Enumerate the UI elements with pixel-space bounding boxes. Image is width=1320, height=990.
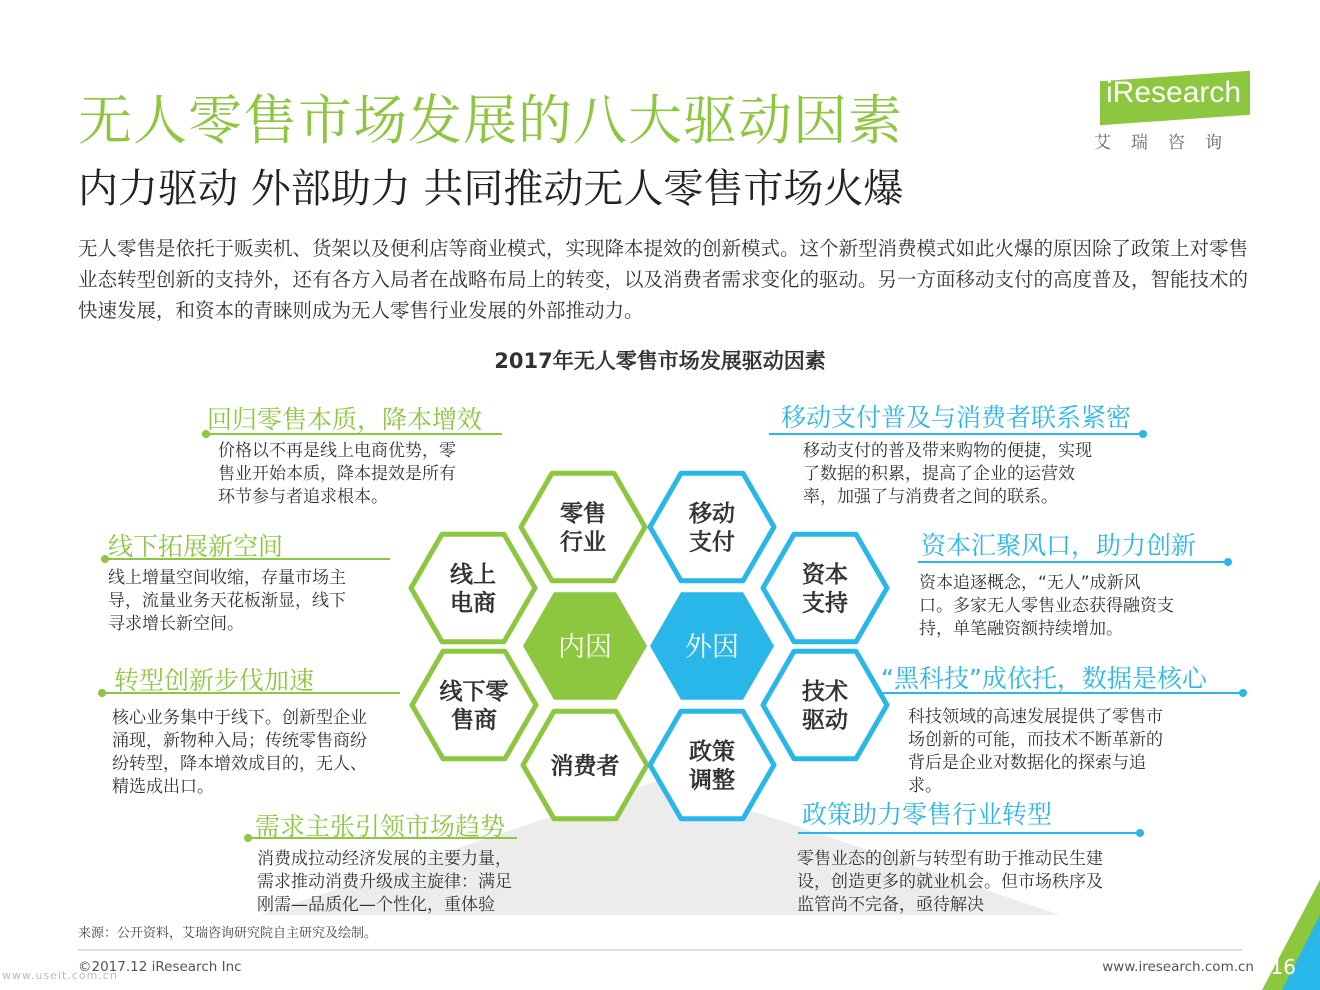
hexagon-group — [411, 473, 887, 818]
factor-7-line: 背后是企业对数据化的探索与追 — [908, 753, 1146, 773]
leader-dot-7 — [1239, 689, 1247, 697]
factor-2-line: 寻求增长新空间。 — [108, 614, 244, 634]
factor-5-line: 移动支付的普及带来购物的便捷，实现 — [803, 441, 1092, 461]
hexagon-label-h1: 行业 — [560, 529, 606, 556]
factor-3-line: 精选成出口。 — [112, 777, 214, 797]
factor-8-heading: 政策助力零售行业转型 — [802, 800, 1053, 829]
hexagon-label-h3: 线下零 — [439, 678, 509, 705]
factor-5-line: 了数据的积累，提高了企业的运营效 — [803, 464, 1075, 484]
factor-2-desc — [108, 567, 398, 636]
hexagon-label-h8: 政策 — [689, 738, 735, 765]
hexagon-h6 — [763, 534, 887, 641]
page-number: 16 — [1270, 955, 1296, 979]
factor-1-desc — [218, 440, 508, 509]
hexagon-label-h6: 资本 — [802, 561, 848, 588]
factor-4-heading: 需求主张引领市场趋势 — [255, 812, 506, 841]
center-internal-label: 内因 — [558, 632, 612, 663]
factor-7-line: 科技领域的高速发展提供了零售市 — [908, 707, 1163, 727]
factor-2-line: 导，流量业务天花板渐显，线下 — [108, 591, 346, 611]
factor-7-line: 求。 — [908, 776, 942, 796]
factor-8-line: 监管尚不完备，亟待解决 — [797, 895, 984, 915]
hexagon-label-h2: 线上 — [450, 561, 496, 588]
website-link[interactable]: www.iresearch.com.cn — [1102, 959, 1254, 975]
factor-6-line: 持，单笔融资额持续增加。 — [919, 619, 1123, 639]
hexagon-h7 — [763, 651, 887, 758]
factor-5-desc — [803, 440, 1133, 509]
page-title: 无人零售市场发展的八大驱动因素 — [78, 89, 903, 152]
factor-4-line: 消费成拉动经济发展的主要力量， — [257, 849, 512, 869]
factor-2-line: 线上增量空间收缩，存量市场主 — [108, 568, 346, 588]
hexagon-label-h5: 移动 — [689, 500, 735, 527]
factor-6-desc — [919, 572, 1219, 641]
intro-paragraph: 无人零售是依托于贩卖机、货架以及便利店等商业模式，实现降本提效的创新模式。这个新型消费模式如此火爆的原因除了政策上对零售业态转型创新的支持外，还有各方入局者在战略布局上的转变，以及消费者需求变化的驱动。另一方面移动支付的高度普及，智能技术的快速发展，和资本的青睐则成为无人零售行业发展的外部推动力。 — [78, 237, 1249, 322]
factor-3-line: 涌现，新物种入局；传统零售商纷 — [112, 731, 367, 751]
copyright: ©2017.12 iResearch Inc — [78, 959, 242, 975]
factor-4-line: 刚需—品质化—个性化，重体验 — [257, 895, 495, 915]
factor-7-line: 场创新的可能，而技术不断革新的 — [908, 730, 1163, 750]
factor-7-desc — [908, 706, 1208, 798]
factor-8-desc — [797, 848, 1147, 917]
factor-6-heading: 资本汇聚风口，助力创新 — [921, 531, 1197, 560]
hexagon-label-h2: 电商 — [450, 590, 496, 617]
factor-1-heading: 回归零售本质，降本增效 — [207, 405, 483, 434]
factor-4-desc — [257, 848, 557, 917]
factor-1-line: 价格以不再是线上电商优势，零 — [218, 441, 456, 461]
hexagon-label-h5: 支付 — [689, 529, 735, 556]
factor-1-line: 环节参与者追求根本。 — [218, 487, 388, 507]
factor-3-heading: 转型创新步伐加速 — [114, 666, 315, 695]
factor-5-line: 率，加强了与消费者之间的联系。 — [803, 487, 1058, 507]
hexagon-label-h3: 售商 — [451, 707, 497, 734]
hexagon-h3 — [412, 651, 536, 758]
hexagon-label-h7: 技术 — [802, 678, 848, 705]
leader-dot-6 — [1224, 558, 1232, 566]
watermark: www.useit.com.cn — [2, 969, 118, 982]
logo-brand: iResearch — [1106, 76, 1242, 109]
hexagon-h2 — [411, 534, 535, 641]
factor-6-line: 口。多家无人零售业态获得融资支 — [919, 596, 1174, 616]
factor-3-desc — [112, 707, 412, 799]
factor-4-line: 需求推动消费升级成主旋律：满足 — [257, 872, 512, 892]
factor-2-heading: 线下拓展新空间 — [108, 532, 284, 561]
leader-dot-4 — [244, 834, 252, 842]
hexagon-label-h8: 调整 — [689, 767, 735, 794]
hexagon-h1 — [521, 473, 645, 580]
leader-dot-5 — [1139, 430, 1147, 438]
factor-8-line: 零售业态的创新与转型有助于推动民生建 — [797, 849, 1103, 869]
diagram-title: 2017年无人零售市场发展驱动因素 — [494, 349, 826, 373]
source-note: 来源：公开资料，艾瑞咨询研究院自主研究及绘制。 — [78, 926, 378, 941]
hexagon-label-h7: 驱动 — [802, 707, 848, 734]
hexagon-label-h1: 零售 — [560, 500, 606, 527]
factor-6-line: 资本追逐概念，“无人”成新风 — [919, 573, 1141, 593]
hexagon-h5 — [650, 473, 774, 580]
hexagon-label-h6: 支持 — [802, 590, 848, 617]
logo-cn: 艾瑞咨询 — [1094, 133, 1242, 153]
hexagon-label-h4: 消费者 — [550, 753, 620, 780]
factor-3-line: 核心业务集中于线下。创新型企业 — [112, 708, 367, 728]
factor-3-line: 纷转型，降本增效成目的，无人、 — [112, 754, 367, 774]
factor-7-heading: “黑科技”成依托，数据是核心 — [881, 664, 1207, 693]
page-subtitle: 内力驱动 外部助力 共同推动无人零售市场火爆 — [78, 166, 904, 212]
factor-5-heading: 移动支付普及与消费者联系紧密 — [781, 403, 1132, 432]
factor-1-line: 售业开始本质，降本提效是所有 — [218, 464, 456, 484]
leader-dot-8 — [1136, 829, 1144, 837]
factor-8-line: 设，创造更多的就业机会。但市场秩序及 — [797, 872, 1103, 892]
center-external-label: 外因 — [685, 632, 739, 663]
leader-dot-3 — [98, 689, 106, 697]
